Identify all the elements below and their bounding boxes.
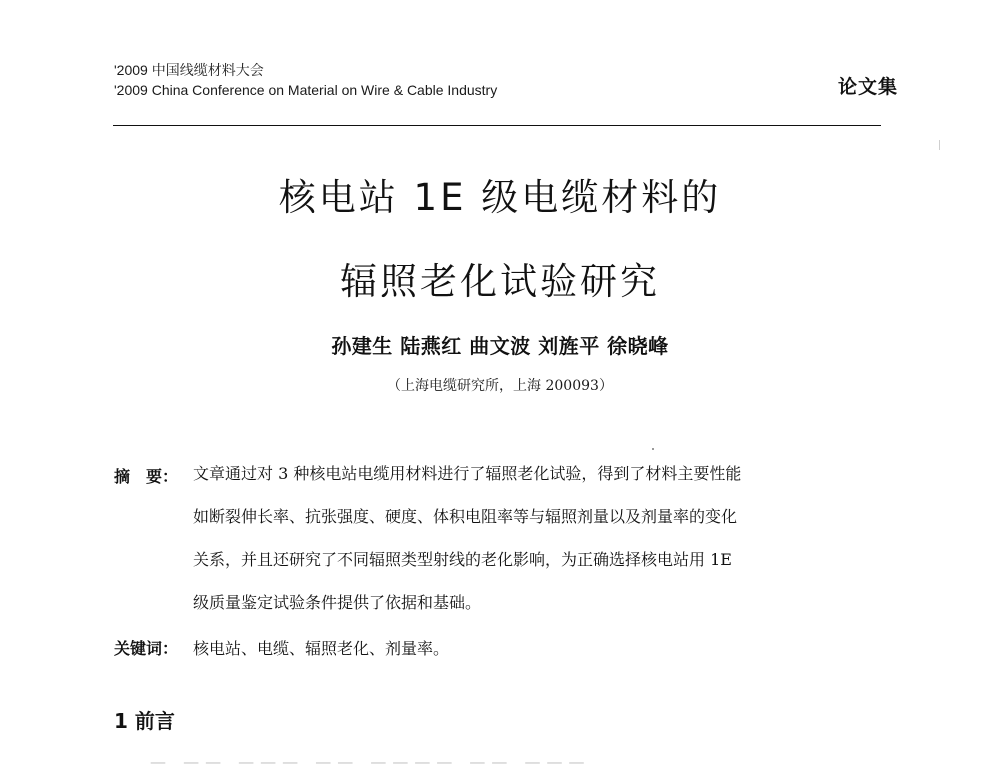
abstract-line: 文章通过对 3 种核电站电缆用材料进行了辐照老化试验，得到了材料主要性能 <box>193 464 742 483</box>
conference-name-en: '2009 China Conference on Material on Wire & Cable Industry <box>114 82 498 98</box>
section-heading: 1 前言 <box>114 709 175 733</box>
scan-speck <box>652 448 654 450</box>
cropped-body-text: — —— ——— —— ———— —— ——— <box>150 752 591 771</box>
keywords-text: 核电站、电缆、辐照老化、剂量率。 <box>193 639 450 658</box>
collection-label: 论文集 <box>837 76 898 98</box>
paper-title-line-2: 辐照老化试验研究 <box>340 260 660 303</box>
margin-mark <box>939 140 940 150</box>
abstract-label: 摘 要： <box>114 467 179 486</box>
conference-name-cn: '2009 中国线缆材料大会 <box>114 62 264 78</box>
abstract-line: 如断裂伸长率、抗张强度、硬度、体积电阻率等与辐照剂量以及剂量率的变化 <box>193 507 738 526</box>
keywords-label: 关键词： <box>114 639 179 658</box>
conference-header <box>114 60 497 100</box>
author-affiliation: （上海电缆研究所，上海 200093） <box>387 378 613 394</box>
author-list: 孙建生 陆燕红 曲文波 刘旌平 徐晓峰 <box>331 334 669 358</box>
abstract-line: 关系，并且还研究了不同辐照类型射线的老化影响，为正确选择核电站用 1E <box>193 550 732 569</box>
paper-title-line-1: 核电站 1E 级电缆材料的 <box>278 176 722 219</box>
header-divider <box>113 125 881 126</box>
abstract-line: 级质量鉴定试验条件提供了依据和基础。 <box>193 593 482 612</box>
